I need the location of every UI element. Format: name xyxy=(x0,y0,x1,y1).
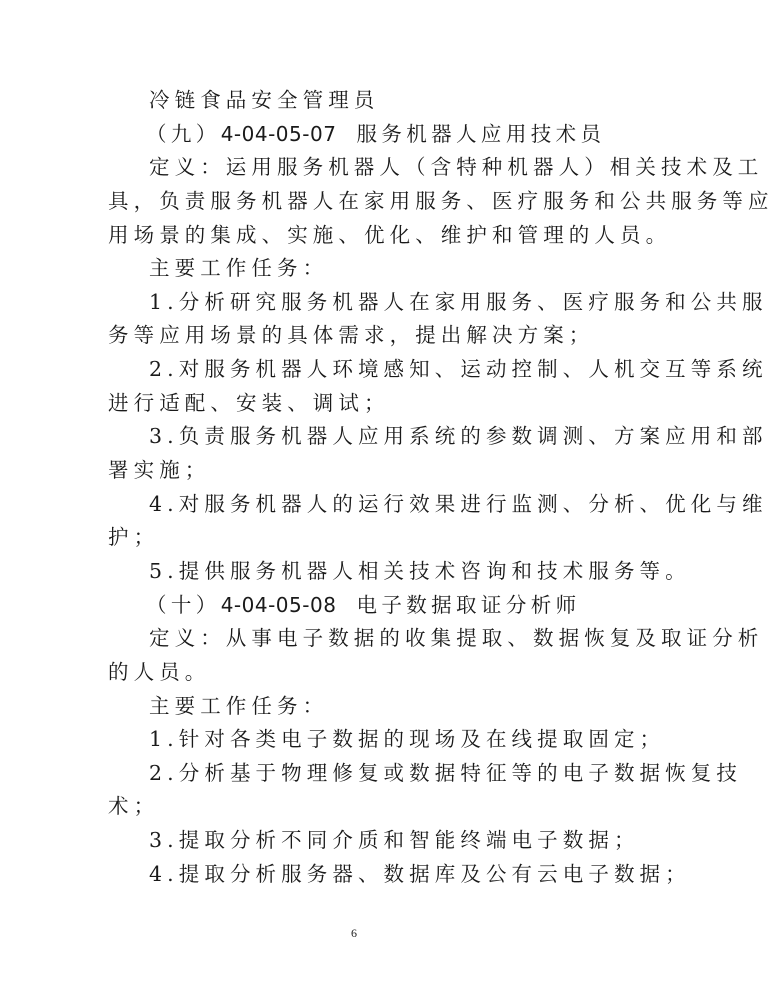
task-line: 3.负责服务机器人应用系统的参数调测、方案应用和部 xyxy=(149,424,768,449)
task-line: 3.提取分析不同介质和智能终端电子数据； xyxy=(149,828,640,853)
task-line: 4.对服务机器人的运行效果进行监测、分析、优化与维 xyxy=(149,491,768,516)
task-line: 2.对服务机器人环境感知、运动控制、人机交互等系统 xyxy=(149,357,768,382)
definition-line: 用场景的集成、实施、优化、维护和管理的人员。 xyxy=(108,222,672,247)
section-heading xyxy=(108,589,602,623)
occupation-title: 电子数据取证分析师 xyxy=(356,592,581,617)
occupation-code: 4-04-05-07 xyxy=(220,121,337,146)
page-content xyxy=(108,84,774,891)
definition-line: 定义：从事电子数据的收集提取、数据恢复及取证分析 xyxy=(149,626,764,651)
section-heading xyxy=(108,118,606,152)
definition-line: 具，负责服务机器人在家用服务、医疗服务和公共服务等应 xyxy=(108,188,774,213)
tasks-heading: 主要工作任务： xyxy=(149,693,329,718)
occupation-title: 服务机器人应用技术员 xyxy=(356,121,606,146)
section-number: （十） xyxy=(146,592,221,617)
tasks-heading: 主要工作任务： xyxy=(149,256,329,281)
task-line: 1.分析研究服务机器人在家用服务、医疗服务和公共服 xyxy=(149,289,768,314)
task-line: 署实施； xyxy=(108,458,211,483)
definition-line: 定义：运用服务机器人（含特种机器人）相关技术及工 xyxy=(149,155,764,180)
task-line: 务等应用场景的具体需求，提出解决方案； xyxy=(108,323,595,348)
task-line: 术； xyxy=(108,794,160,819)
continuation-line: 冷链食品安全管理员 xyxy=(149,88,380,112)
occupation-code: 4-04-05-08 xyxy=(220,592,337,617)
task-line: 5.提供服务机器人相关技术咨询和技术服务等。 xyxy=(149,558,691,583)
task-line: 1.针对各类电子数据的现场及在线提取固定； xyxy=(149,727,666,752)
page-number: 6 xyxy=(351,926,357,940)
task-line: 进行适配、安装、调试； xyxy=(108,390,390,415)
section-number: （九） xyxy=(146,121,221,146)
task-line: 2.分析基于物理修复或数据特征等的电子数据恢复技 xyxy=(149,760,742,785)
task-line: 护； xyxy=(108,525,160,550)
task-line: 4.提取分析服务器、数据库及公有云电子数据； xyxy=(149,861,691,886)
definition-line: 的人员。 xyxy=(108,659,211,684)
